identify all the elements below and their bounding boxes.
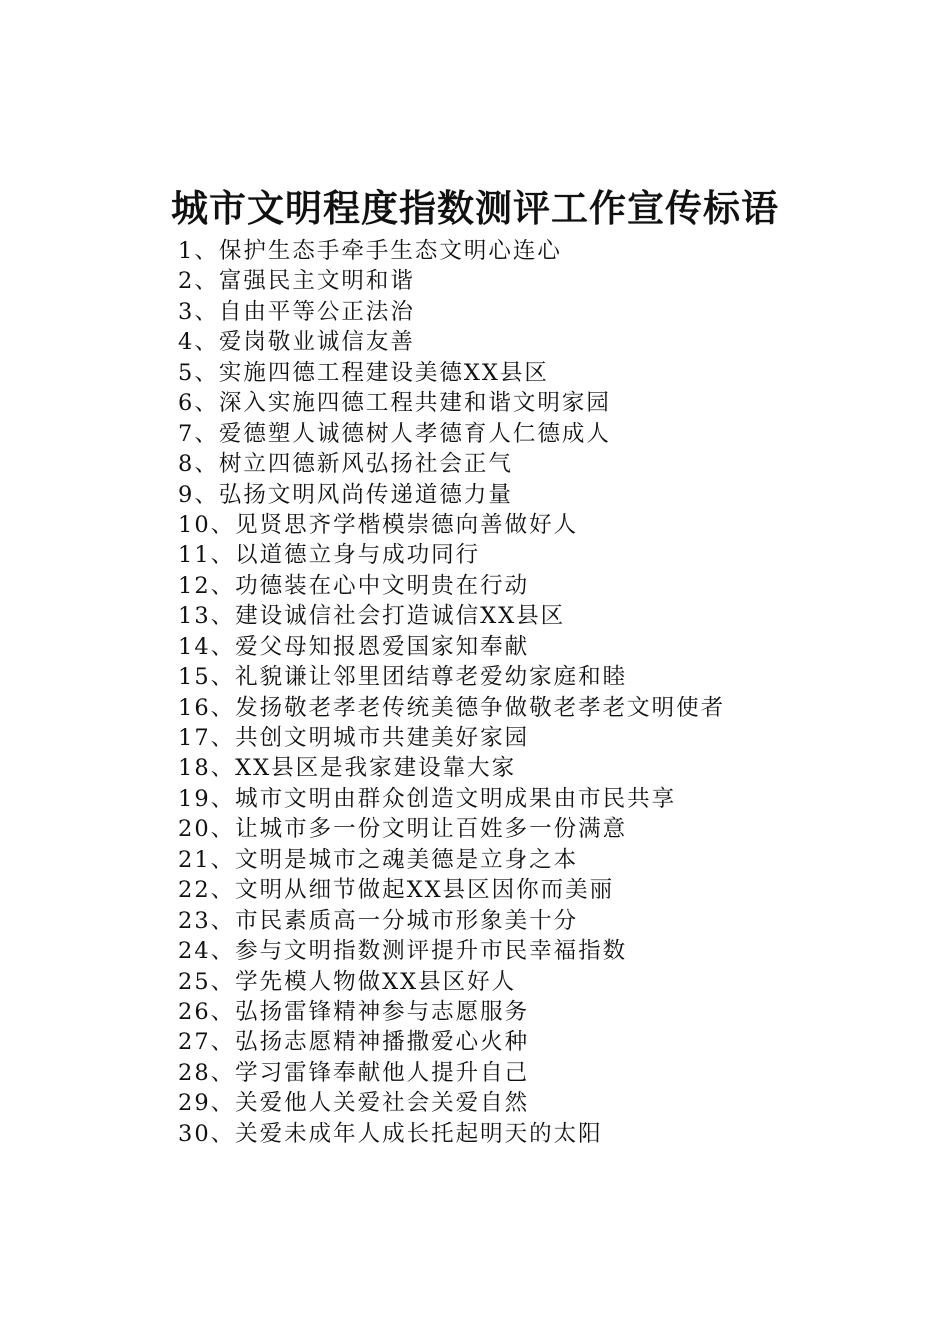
list-item: 7、爱德塑人诚德树人孝德育人仁德成人 xyxy=(178,420,611,447)
list-item: 9、弘扬文明风尚传递道德力量 xyxy=(178,481,513,508)
list-item: 4、爱岗敬业诚信友善 xyxy=(178,329,415,356)
list-item: 11、以道德立身与成功同行 xyxy=(178,542,481,569)
list-item: 8、树立四德新风弘扬社会正气 xyxy=(178,451,513,478)
list-item: 3、自由平等公正法治 xyxy=(178,298,415,325)
list-item: 21、文明是城市之魂美德是立身之本 xyxy=(178,846,579,873)
list-item: 22、文明从细节做起XX县区因你而美丽 xyxy=(178,877,615,904)
list-item: 5、实施四德工程建设美德XX县区 xyxy=(178,359,549,386)
list-item: 25、学先模人物做XX县区好人 xyxy=(178,968,517,995)
slogan-list xyxy=(178,236,878,1149)
list-item: 19、城市文明由群众创造文明成果由市民共享 xyxy=(178,785,677,812)
list-item: 17、共创文明城市共建美好家园 xyxy=(178,725,530,751)
list-item: 15、礼貌谦让邻里团结尊老爱幼家庭和睦 xyxy=(178,664,628,691)
list-item: 13、建设诚信社会打造诚信XX县区 xyxy=(178,603,566,630)
document-title: 城市文明程度指数测评工作宣传标语 xyxy=(171,186,779,230)
list-item: 1、保护生态手牵手生态文明心连心 xyxy=(178,238,562,264)
list-item: 16、发扬敬老孝老传统美德争做敬老孝老文明使者 xyxy=(178,694,726,721)
list-item: 12、功德装在心中文明贵在行动 xyxy=(178,572,530,599)
list-item: 20、让城市多一份文明让百姓多一份满意 xyxy=(178,816,628,843)
list-item: 18、XX县区是我家建设靠大家 xyxy=(178,755,517,782)
list-item: 14、爱父母知报恩爱国家知奉献 xyxy=(178,633,530,660)
list-item: 28、学习雷锋奉献他人提升自己 xyxy=(178,1059,530,1086)
list-item: 26、弘扬雷锋精神参与志愿服务 xyxy=(178,998,530,1025)
list-item: 29、关爱他人关爱社会关爱自然 xyxy=(178,1090,530,1117)
list-item: 30、关爱未成年人成长托起明天的太阳 xyxy=(178,1120,603,1147)
list-item: 2、富强民主文明和谐 xyxy=(178,268,415,295)
list-item: 23、市民素质高一分城市形象美十分 xyxy=(178,907,579,934)
list-item: 27、弘扬志愿精神播撒爱心火种 xyxy=(178,1029,530,1056)
list-item: 24、参与文明指数测评提升市民幸福指数 xyxy=(178,938,628,965)
list-item: 6、深入实施四德工程共建和谐文明家园 xyxy=(178,390,611,417)
list-item: 10、见贤思齐学楷模崇德向善做好人 xyxy=(178,511,579,538)
